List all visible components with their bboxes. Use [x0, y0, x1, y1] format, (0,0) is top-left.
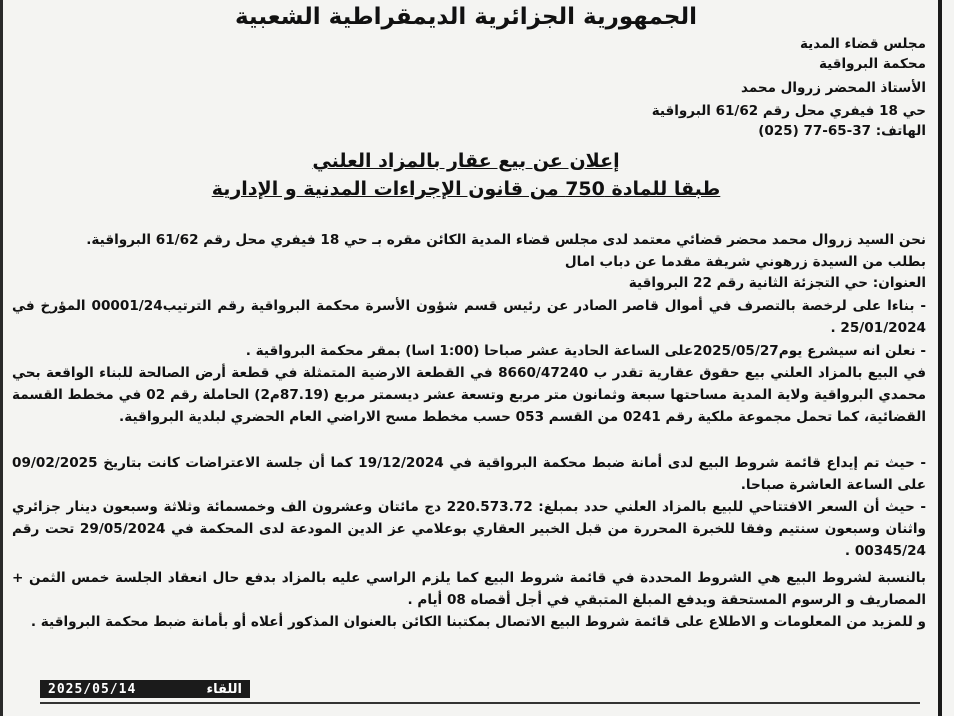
paragraph-bailiff: نحن السيد زروال محمد محضر قضائي معتمد لدى مجلس قضاء المدية الكائن مقره بـ حي 18 فيفري محل رقم 61/62 البرواقية. — [86, 232, 926, 248]
paragraph-sale-date: - نعلن انه سيشرع يوم2025/05/27على الساعة الحادية عشر صباحا (1:00 اسا) بمقر محكمة البرواقية . — [245, 343, 926, 359]
bailiff-name: الأستاذ المحضر زروال محمد — [741, 80, 926, 96]
paragraph-sale-terms: بالنسبة لشروط البيع هي الشروط المحددة في قائمة شروط البيع كما يلزم الراسي عليه بالمزاد بدفع حال انعقاد الجلسة خمس الثمن + المصاريف و الرسوم المستحقة ويدفع المبلغ المتبقي في أجل أقصاه 08 أيام . — [12, 570, 926, 608]
publication-date: 2025/05/14 — [48, 681, 137, 697]
announcement-document — [6, 0, 926, 700]
legal-reference-title: طبقا للمادة 750 من قانون الإجراءات المدنية و الإدارية — [211, 178, 721, 200]
republic-heading: الجمهورية الجزائرية الديمقراطية الشعبية — [234, 4, 698, 30]
paragraph-authorization: - بناءا على لرخصة بالتصرف في أموال قاصر الصادر عن رئيس قسم شؤون الأسرة محكمة البرواقية رقم الترتيب00001/24 المؤرخ في 25/01/2024 . — [12, 298, 926, 336]
paragraph-address: العنوان: حي التجزئة الثانية رقم 22 البرواقية — [628, 275, 926, 291]
right-border — [938, 0, 942, 716]
newspaper-name: اللقاء — [206, 681, 242, 697]
council-name: مجلس قضاء المدية — [800, 36, 926, 52]
bailiff-phone: الهاتف: 37-65-77 (025) — [758, 123, 926, 139]
paragraph-opening-price: - حيث أن السعر الافتتاحي للبيع بالمزاد العلني حدد بمبلغ: 220.573.72 دج مائتان وعشرون الف وخمسمائة وثلاثة وسبعون دينار جزائري واثنان وسبعون سنتيم وفقا للخبرة المحررة من قبل الخبير العقاري بوعلامي عز الدين المودعة لدى المحكمة في 29/05/2024 تحت رقم 00345/24 . — [12, 499, 926, 559]
paragraph-property: في البيع بالمزاد العلني بيع حقوق عقارية تقدر ب 8660/47240 في القطعة الارضية المتمثلة في قطعة أرض الصالحة للبناء الواقعة بحي محمدي البرواقية ولاية المدية مساحتها سبعة وثمانون متر مربع وتسعة عشر ديسمتر مربع (87.19م2) الحاملة رقم 02 في مخطط القسمة القضائية، كما تحمل مجموعة ملكية رقم 0241 من القسم 053 حسب مخطط مسح الاراضي العام الحضري لبلدية البرواقية. — [12, 365, 926, 425]
bailiff-address: حي 18 فيفري محل رقم 61/62 البرواقية — [651, 103, 926, 119]
left-border — [0, 0, 3, 716]
announcement-title: إعلان عن بيع عقار بالمزاد العلني — [312, 150, 620, 172]
footer-bar — [40, 680, 250, 698]
paragraph-conditions-deposit: - حيث تم إيداع قائمة شروط البيع لدى أمانة ضبط محكمة البرواقية في 19/12/2024 كما أن جلسة الاعتراضات كانت بتاريخ 09/02/2025 على الساعة العاشرة صباحا. — [12, 455, 926, 493]
paragraph-contact: و للمزيد من المعلومات و الاطلاع على قائمة شروط البيع الاتصال بمكتبنا الكائن بالعنوان المذكور أعلاه أو بأمانة ضبط محكمة البرواقية . — [30, 614, 926, 630]
paragraph-requester: بطلب من السيدة زرهوني شريفة مقدما عن دباب امال — [564, 254, 926, 270]
court-name: محكمة البرواقية — [818, 56, 926, 72]
footer-rule — [40, 702, 920, 704]
